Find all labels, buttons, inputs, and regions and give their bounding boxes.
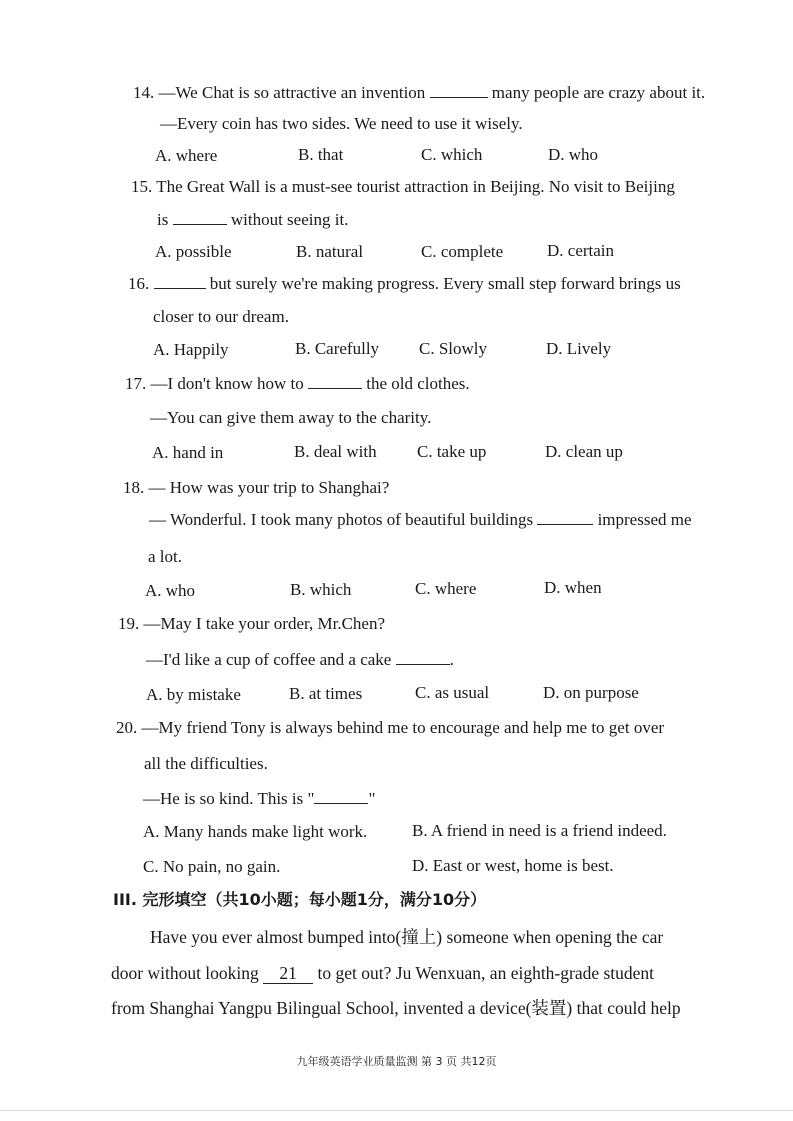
option-a: A. by mistake [146,685,241,704]
option-d: D. clean up [545,442,623,461]
passage-text: to get out? Ju Wenxuan, an eighth-grade student [317,963,655,983]
question-text: —I don't know how to [150,374,304,393]
question-15-prompt-line2 [157,209,348,231]
option-c: C. as usual [415,683,490,702]
option-a: A. Many hands make light work. [143,822,368,841]
question-text: without seeing it. [230,210,349,229]
answer-blank [154,274,206,289]
option-d: D. certain [547,241,615,260]
question-number: 18. [123,478,145,497]
answer-blank [537,510,593,525]
page-footer: 九年级英语学业质量监测 第 3 页 共12页 [296,1055,497,1068]
question-number: 19. [118,614,140,633]
option-a: A. Happily [153,340,229,359]
option-c: C. Slowly [419,339,488,358]
option-b: B. natural [296,242,364,261]
question-text: . [449,650,454,669]
cloze-blank-21: 21 [263,963,313,984]
question-text: —I'd like a cup of coffee and a cake [146,650,392,669]
option-b: B. at times [289,684,363,703]
option-b: B. deal with [294,442,377,461]
option-d: D. East or west, home is best. [412,856,614,875]
question-15-prompt [131,176,675,198]
question-14-prompt [133,82,705,104]
question-text: The Great Wall is a must-see tourist attraction in Beijing. No visit to Beijing [156,177,675,196]
option-d: D. who [548,145,599,164]
question-text: many people are crazy about it. [491,83,706,102]
option-c: C. where [415,579,477,598]
answer-blank [396,650,450,665]
answer-blank [430,83,488,98]
question-18-reply-line2: a lot. [148,547,182,566]
question-20-prompt [116,717,664,739]
question-text: " [368,789,376,808]
question-20-prompt-line2: all the difficulties. [144,754,268,773]
option-a: A. hand in [152,443,224,462]
question-text: but surely we're making progress. Every small step forward brings us [209,274,681,293]
question-20-reply [143,788,375,810]
option-b: B. Carefully [295,339,380,358]
answer-blank [314,789,368,804]
option-c: C. complete [421,242,504,261]
question-text: — How was your trip to Shanghai? [148,478,390,497]
question-18-reply [149,509,692,531]
question-text: the old clothes. [366,374,470,393]
option-b: B. which [290,580,352,599]
question-text: impressed me [597,510,692,529]
question-number: 16. [128,274,150,293]
section-title: III. 完形填空（共10小题；每小题1分，满分10分） [113,890,487,909]
option-d: D. on purpose [543,683,639,702]
question-16-prompt-line2: closer to our dream. [153,307,289,326]
passage-line-1: Have you ever almost bumped into(撞上) someone when opening the car [150,927,664,947]
question-text: —He is so kind. This is " [143,789,315,808]
question-18-prompt [123,477,389,499]
option-c: C. take up [417,442,487,461]
option-b: B. A friend in need is a friend indeed. [412,821,667,840]
question-text: —My friend Tony is always behind me to encourage and help me to get over [141,718,665,737]
question-number: 17. [125,374,147,393]
passage-line-3: from Shanghai Yangpu Bilingual School, invented a device(装置) that could help [111,998,681,1018]
option-a: A. possible [155,242,232,261]
option-c: C. No pain, no gain. [143,857,281,876]
option-a: A. who [145,581,196,600]
question-14-reply: —Every coin has two sides. We need to use it wisely. [160,114,523,133]
page-bottom-divider [0,1110,793,1111]
option-d: D. Lively [546,339,612,358]
option-b: B. that [298,145,344,164]
answer-blank [308,374,362,389]
passage-line-2 [111,962,654,984]
question-number: 15. [131,177,153,196]
question-text: —May I take your order, Mr.Chen? [143,614,386,633]
question-17-prompt [125,373,470,395]
question-text: is [157,210,169,229]
question-19-reply [146,649,454,671]
question-number: 20. [116,718,138,737]
option-a: A. where [155,146,218,165]
question-19-prompt [118,613,385,635]
question-text: — Wonderful. I took many photos of beautiful buildings [149,510,534,529]
passage-text: door without looking [111,963,259,983]
answer-blank [173,210,227,225]
question-number: 14. [133,83,155,102]
question-17-reply: —You can give them away to the charity. [150,408,432,427]
question-16-prompt [128,273,681,295]
option-d: D. when [544,578,602,597]
question-text: —We Chat is so attractive an invention [158,83,426,102]
option-c: C. which [421,145,483,164]
